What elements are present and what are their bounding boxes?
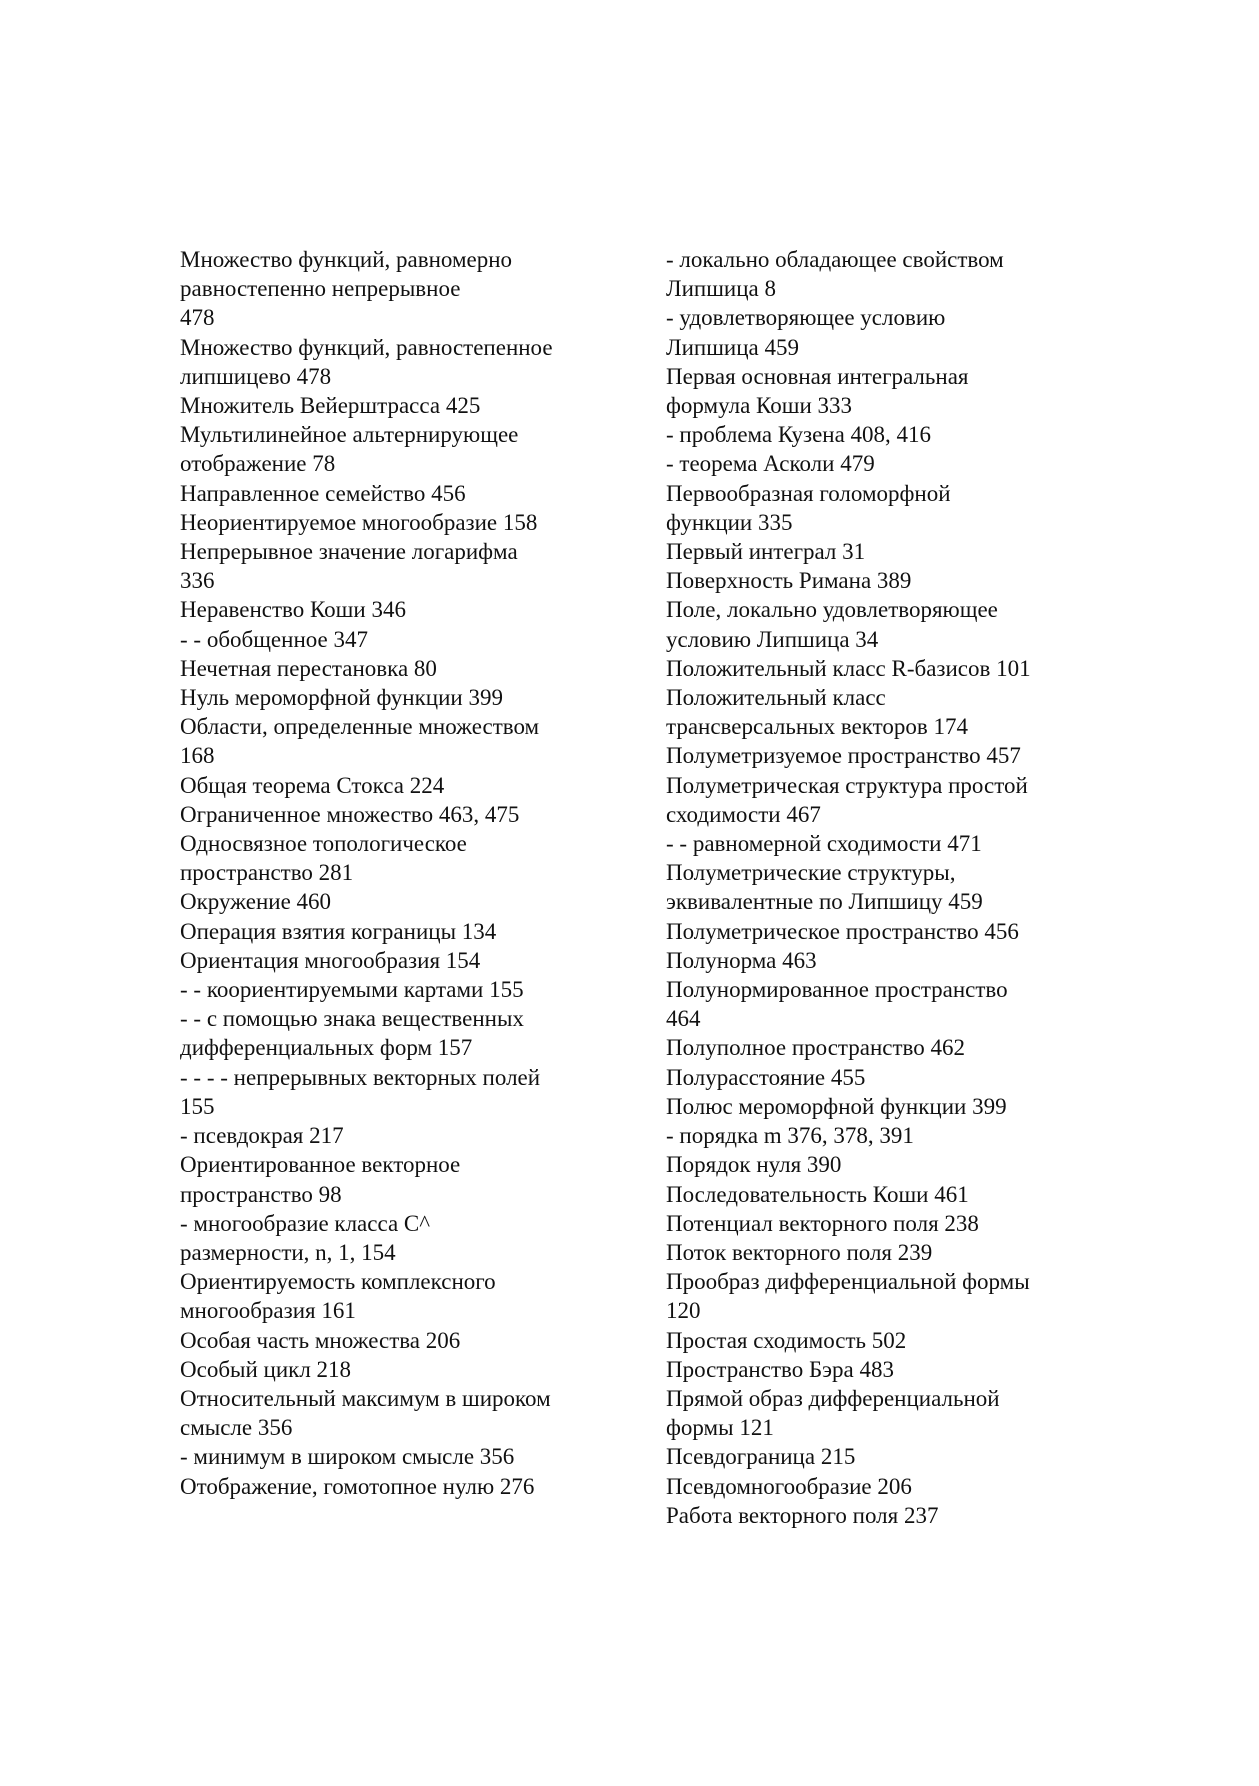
index-entry-term: Неравенство Коши 346	[180, 597, 406, 623]
index-entry-continuation: 336	[180, 568, 215, 594]
index-entry-term: Последовательность Коши 461	[666, 1181, 969, 1207]
index-entry-term: Положительный класс	[666, 685, 886, 711]
index-entry-continuation: 120	[666, 1298, 701, 1324]
index-entry-term: Ориентируемость комплексного	[180, 1269, 496, 1295]
index-entry-term: Особый цикл 218	[180, 1356, 352, 1382]
index-entry-term: Полунорма 463	[666, 947, 817, 973]
index-entry-continuation: 155	[180, 1093, 215, 1119]
index-entry-term: Полуполное пространство 462	[666, 1035, 965, 1061]
index-entry	[180, 508, 650, 537]
index-entry	[666, 771, 1106, 829]
index-entry-term: Псевдомногообразие 206	[666, 1473, 912, 1499]
index-entry-continuation: 464	[666, 1006, 701, 1032]
index-entry-term: Операция взятия кограницы 134	[180, 918, 497, 944]
index-entry-term: Односвязное топологическое	[180, 831, 467, 857]
index-entry-term: Множество функций, равностепенное	[180, 334, 553, 360]
index-entry	[180, 479, 650, 508]
index-entry	[666, 245, 1106, 303]
index-entry	[180, 887, 650, 916]
index-entry-continuation: эквивалентные по Липшицу 459	[666, 889, 983, 915]
index-entry-term: Работа векторного поля 237	[666, 1502, 939, 1528]
index-entry	[180, 800, 650, 829]
index-entry-term: Нуль мероморфной функции 399	[180, 685, 503, 711]
index-entry	[180, 1355, 650, 1384]
index-entry-continuation: смысле 356	[180, 1415, 293, 1441]
index-entry-continuation: функции 335	[666, 509, 793, 535]
index-entry	[180, 391, 650, 420]
index-entry-continuation: формы 121	[666, 1415, 774, 1441]
index-entry	[180, 1063, 650, 1121]
index-entry-continuation: пространство 281	[180, 860, 354, 886]
index-entry	[666, 595, 1106, 653]
index-entry-continuation: многообразия 161	[180, 1298, 356, 1324]
index-entry-term: Потенциал векторного поля 238	[666, 1210, 979, 1236]
index-entry-continuation: липшицево 478	[180, 363, 332, 389]
index-entry-term: - локально обладающее свойством	[666, 247, 1004, 272]
index-entry-term: Ориентированное векторное	[180, 1152, 461, 1178]
index-entry	[666, 1355, 1106, 1384]
index-entry	[180, 1384, 650, 1442]
index-entry-continuation: отображение 78	[180, 451, 336, 477]
index-entry-term: Поверхность Римана 389	[666, 568, 912, 594]
index-entry	[180, 1442, 650, 1471]
index-entry	[180, 829, 650, 887]
index-left-column	[180, 245, 650, 1501]
index-entry	[666, 303, 1106, 361]
index-entry-term: Поле, локально удовлетворяющее	[666, 597, 998, 623]
index-entry	[180, 946, 650, 975]
index-entry	[180, 537, 650, 595]
index-entry-continuation: дифференциальных форм 157	[180, 1035, 473, 1061]
index-entry	[180, 245, 650, 333]
index-entry	[666, 566, 1106, 595]
index-entry-term: Множество функций, равномерно	[180, 247, 513, 272]
index-entry-term: Пространство Бэра 483	[666, 1356, 894, 1382]
index-entry	[666, 1180, 1106, 1209]
index-entry-term: Прямой образ дифференциальной	[666, 1385, 1000, 1411]
index-entry	[666, 1501, 1106, 1530]
index-entry	[180, 1326, 650, 1355]
index-entry-term: Первая основная интегральная	[666, 363, 969, 389]
index-entry-continuation: трансверсальных векторов 174	[666, 714, 969, 740]
index-entry	[180, 1209, 650, 1267]
index-entry-term: - проблема Кузена 408, 416	[666, 422, 932, 448]
index-entry	[666, 654, 1106, 683]
index-entry-continuation: условию Липшица 34	[666, 626, 879, 652]
index-entry-term: Множитель Вейерштрасса 425	[180, 393, 481, 419]
index-entry	[180, 333, 650, 391]
index-entry	[666, 449, 1106, 478]
index-entry	[666, 537, 1106, 566]
index-entry-term: Области, определенные множеством	[180, 714, 540, 740]
index-entry-term: - многообразие класса С^	[180, 1210, 431, 1236]
index-entry	[666, 1384, 1106, 1442]
index-entry	[180, 771, 650, 800]
index-entry-term: - - равномерной сходимости 471	[666, 831, 982, 857]
index-entry-term: Положительный класс R-базисов 101	[666, 655, 1031, 681]
index-entry-term: Порядок нуля 390	[666, 1152, 842, 1178]
index-entry	[666, 1442, 1106, 1471]
index-entry-term: Относительный максимум в широком	[180, 1385, 551, 1411]
index-entry-continuation: Липшица 8	[666, 276, 777, 302]
index-entry	[180, 420, 650, 478]
index-entry-term: Мультилинейное альтернирующее	[180, 422, 519, 448]
index-entry-term: Особая часть множества 206	[180, 1327, 461, 1353]
index-entry-term: Простая сходимость 502	[666, 1327, 907, 1353]
index-entry-term: - удовлетворяющее условию	[666, 305, 946, 331]
index-entry	[666, 362, 1106, 420]
index-entry-term: Полюс мероморфной функции 399	[666, 1093, 1007, 1119]
index-entry	[666, 1238, 1106, 1267]
index-entry-term: Полунормированное пространство	[666, 977, 1008, 1003]
index-entry-term: Направленное семейство 456	[180, 480, 466, 506]
index-entry-term: Полуметрическое пространство 456	[666, 918, 1019, 944]
index-entry-term: Прообраз дифференциальной формы	[666, 1269, 1030, 1295]
index-entry	[666, 479, 1106, 537]
index-entry	[180, 1150, 650, 1208]
index-entry	[666, 1033, 1106, 1062]
index-entry	[666, 1063, 1106, 1092]
index-entry	[180, 1472, 650, 1501]
index-entry-term: Неориентируемое многообразие 158	[180, 509, 538, 535]
index-entry-term: - порядка m 376, 378, 391	[666, 1123, 914, 1149]
index-entry-continuation: пространство 98	[180, 1181, 342, 1207]
index-entry	[666, 1150, 1106, 1179]
index-entry-term: Первый интеграл 31	[666, 539, 866, 565]
index-entry	[180, 654, 650, 683]
index-entry-term: Поток векторного поля 239	[666, 1239, 933, 1265]
index-entry	[180, 683, 650, 712]
index-entry-term: - - - - непрерывных векторных полей	[180, 1064, 541, 1090]
index-entry-term: Псевдограница 215	[666, 1444, 856, 1470]
index-entry-term: Ориентация многообразия 154	[180, 947, 481, 973]
index-entry	[180, 595, 650, 624]
index-entry-term: Ограниченное множество 463, 475	[180, 801, 520, 827]
index-entry	[180, 917, 650, 946]
index-entry	[666, 829, 1106, 858]
index-entry-continuation: равностепенно непрерывное	[180, 276, 461, 302]
index-entry-term: Первообразная голоморфной	[666, 480, 951, 506]
index-entry	[180, 712, 650, 770]
index-entry-continuation: размерности, n, 1, 154	[180, 1239, 396, 1265]
index-entry-term: - псевдокрая 217	[180, 1123, 344, 1149]
index-entry	[666, 1326, 1106, 1355]
index-entry-term: - - коориентируемыми картами 155	[180, 977, 524, 1003]
index-entry-term: Нечетная перестановка 80	[180, 655, 437, 681]
index-entry-continuation: формула Коши 333	[666, 393, 852, 419]
index-entry	[666, 1121, 1106, 1150]
index-entry-term: Окружение 460	[180, 889, 332, 915]
index-entry	[180, 1121, 650, 1150]
index-entry	[666, 917, 1106, 946]
index-entry-continuation: 478	[180, 305, 215, 331]
index-entry	[180, 1267, 650, 1325]
index-entry-term: Полуметрические структуры,	[666, 860, 956, 886]
index-entry-term: Отображение, гомотопное нулю 276	[180, 1473, 535, 1499]
index-entry	[666, 683, 1106, 741]
index-entry-term: Полуметрическая структура простой	[666, 772, 1028, 798]
index-entry-term: Общая теорема Стокса 224	[180, 772, 445, 798]
index-entry-term: Непрерывное значение логарифма	[180, 539, 518, 565]
index-entry-term: Полуметризуемое пространство 457	[666, 743, 1021, 769]
index-entry-term: - - обобщенное 347	[180, 626, 368, 652]
index-entry-term: Полурасстояние 455	[666, 1064, 866, 1090]
index-entry	[666, 858, 1106, 916]
index-entry	[666, 1092, 1106, 1121]
index-entry	[666, 946, 1106, 975]
index-entry	[666, 741, 1106, 770]
index-entry-continuation: Липшица 459	[666, 334, 800, 360]
index-entry	[666, 420, 1106, 449]
index-right-column	[666, 245, 1106, 1530]
index-entry	[180, 975, 650, 1004]
index-entry-continuation: сходимости 467	[666, 801, 821, 827]
index-entry	[666, 975, 1106, 1033]
index-entry	[666, 1267, 1106, 1325]
index-entry	[666, 1209, 1106, 1238]
index-entry-term: - теорема Асколи 479	[666, 451, 875, 477]
index-entry	[180, 1004, 650, 1062]
index-entry-term: - минимум в широком смысле 356	[180, 1444, 515, 1470]
index-entry	[666, 1472, 1106, 1501]
index-entry-continuation: 168	[180, 743, 215, 769]
index-entry-term: - - с помощью знака вещественных	[180, 1006, 524, 1032]
index-entry	[180, 625, 650, 654]
